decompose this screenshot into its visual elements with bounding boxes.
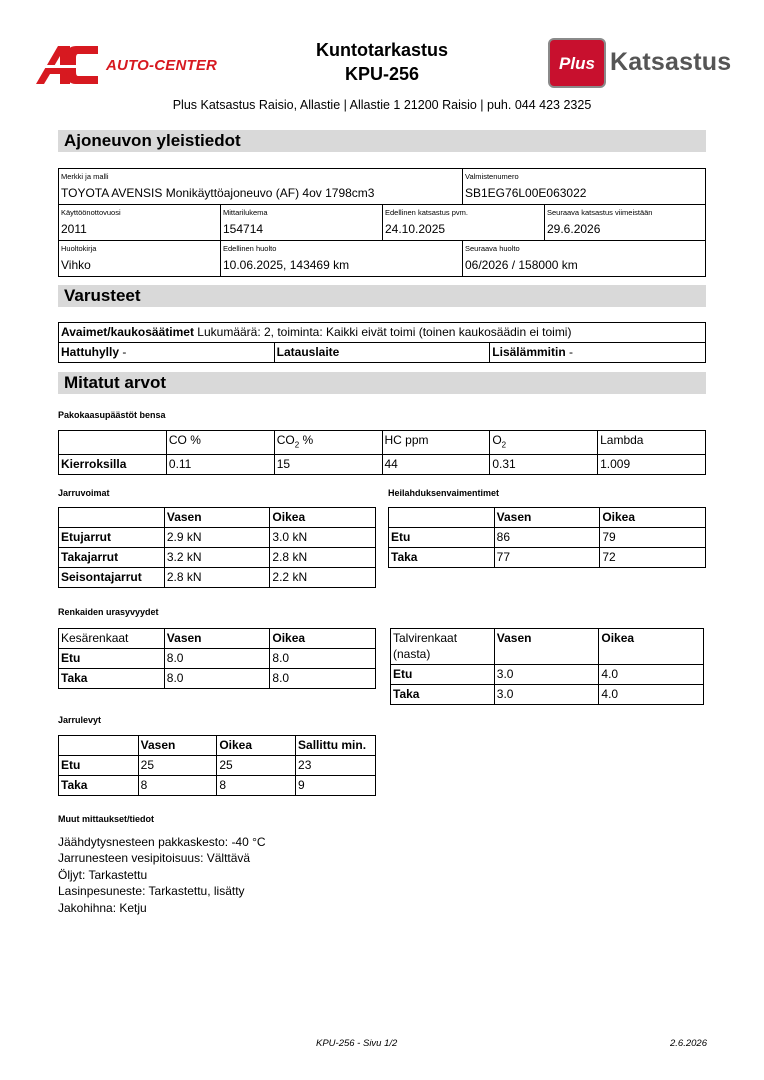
shocks-value-left: 77	[494, 548, 600, 568]
summer-header-left: Vasen	[164, 629, 270, 649]
table-row	[389, 528, 706, 548]
brakes-table	[58, 507, 376, 588]
next-inspection-cell	[544, 204, 706, 241]
table-row	[391, 685, 704, 705]
table-row	[59, 323, 706, 343]
summer-row-label: Taka	[59, 669, 165, 689]
table-row	[59, 756, 376, 776]
header-co: CO %	[166, 431, 274, 455]
list-item: Lasinpesuneste: Tarkastettu, lisätty	[58, 884, 245, 899]
keys-value: Lukumäärä: 2, toiminta: Kaikki eivät toimi (toinen kaukosäädin ei toimi)	[197, 325, 572, 339]
vin-label: Valmistenumero	[465, 172, 519, 181]
winter-tires-label	[391, 629, 495, 665]
table-row	[59, 736, 376, 756]
value-co: 0.11	[166, 455, 274, 475]
discs-value-right: 8	[217, 776, 296, 796]
value-o2: 0.31	[490, 455, 598, 475]
next-service-value: 06/2026 / 158000 km	[465, 258, 578, 272]
brakes-value-right: 2.8 kN	[270, 548, 376, 568]
table-row	[59, 629, 376, 649]
keys-label: Avaimet/kaukosäätimet	[61, 325, 194, 339]
title-line-2: KPU-256	[344, 64, 420, 84]
summer-tires-label: Kesärenkaat	[59, 629, 165, 649]
service-book-value: Vihko	[61, 258, 91, 272]
table-row	[59, 548, 376, 568]
winter-value-right: 4.0	[599, 685, 704, 705]
shocks-header-left: Vasen	[494, 508, 600, 528]
emissions-row-label: Kierroksilla	[59, 455, 167, 475]
shocks-value-left: 86	[494, 528, 600, 548]
discs-corner	[59, 736, 139, 756]
make-model-value: TOYOTA AVENSIS Monikäyttöajoneuvo (AF) 4ov 1798cm3	[61, 186, 375, 200]
heater-cell	[490, 343, 706, 363]
last-service-label: Edellinen huolto	[223, 244, 277, 253]
table-row	[389, 508, 706, 528]
brakes-corner	[59, 508, 165, 528]
winter-value-left: 3.0	[494, 685, 599, 705]
next-service-cell	[462, 240, 706, 277]
first-reg-value: 2011	[61, 222, 87, 236]
next-service-label: Seuraava huolto	[465, 244, 520, 253]
table-row	[389, 548, 706, 568]
next-inspection-value: 29.6.2026	[547, 222, 601, 236]
value-hc: 44	[382, 455, 490, 475]
heater-value: -	[569, 345, 573, 359]
section-heading-general: Ajoneuvon yleistiedot	[58, 130, 706, 152]
section-heading-equipment: Varusteet	[58, 285, 706, 307]
list-item: Öljyt: Tarkastettu	[58, 867, 148, 882]
summer-value-left: 8.0	[164, 649, 270, 669]
page-number: KPU-256 - Sivu 1/2	[316, 1038, 398, 1049]
discs-header-left: Vasen	[138, 736, 217, 756]
discs-row-label: Etu	[59, 756, 139, 776]
list-item: Jäähdytysnesteen pakkaskesto: -40 °C	[58, 835, 266, 849]
brakes-value-left: 2.8 kN	[164, 568, 270, 588]
vin-cell	[462, 168, 706, 205]
shocks-value-right: 72	[600, 548, 706, 568]
station-address: Plus Katsastus Raisio, Allastie | Allastie 1 21200 Raisio | puh. 044 423 2325	[172, 98, 592, 112]
table-row	[391, 629, 704, 665]
brakes-row-label: Takajarrut	[59, 548, 165, 568]
summer-header-right: Oikea	[270, 629, 376, 649]
make-model-cell	[58, 168, 463, 205]
last-service-cell	[220, 240, 463, 277]
discs-row-label: Taka	[59, 776, 139, 796]
charger-label: Latauslaite	[276, 345, 340, 359]
section-heading-measured: Mitatut arvot	[58, 372, 706, 394]
service-book-cell	[58, 240, 221, 277]
header-co2: $CO_2$ %	[274, 431, 382, 455]
brakes-row-label: Seisontajarrut	[59, 568, 165, 588]
header-o2: $O_2$	[490, 431, 598, 455]
header-hc: HC ppm	[382, 431, 490, 455]
value-lambda: 1.009	[598, 455, 706, 475]
other-title: Muut mittaukset/tiedot	[58, 814, 154, 824]
summer-value-right: 8.0	[270, 649, 376, 669]
last-inspection-value: 24.10.2025	[385, 222, 446, 236]
last-inspection-cell	[382, 204, 545, 241]
winter-value-right: 4.0	[599, 665, 704, 685]
discs-value-min: 9	[296, 776, 376, 796]
winter-header-right: Oikea	[599, 629, 704, 665]
table-row	[391, 665, 704, 685]
brakes-header-left: Vasen	[164, 508, 270, 528]
title-line-1: Kuntotarkastus	[315, 40, 449, 60]
plus-katsastus-logo	[548, 38, 732, 88]
next-inspection-label: Seuraava katsastus viimeistään	[547, 208, 653, 217]
other-measurements-list	[58, 834, 266, 916]
value-co2: 15	[274, 455, 382, 475]
winter-header-left: Vasen	[494, 629, 599, 665]
discs-header-right: Oikea	[217, 736, 296, 756]
tires-title: Renkaiden urasyvyydet	[58, 607, 159, 617]
last-service-value: 10.06.2025, 143469 km	[223, 258, 350, 272]
shelf-cell	[59, 343, 275, 363]
emissions-corner	[59, 431, 167, 455]
shocks-row-label: Taka	[389, 548, 495, 568]
discs-title: Jarrulevyt	[58, 715, 102, 725]
discs-value-min: 23	[296, 756, 376, 776]
discs-value-left: 8	[138, 776, 217, 796]
brakes-row-label: Etujarrut	[59, 528, 165, 548]
shocks-title: Heilahduksenvaimentimet	[388, 488, 500, 498]
auto-center-logo	[36, 44, 226, 86]
header-lambda: Lambda	[598, 431, 706, 455]
list-item: Jarrunesteen vesipitoisuus: Välttävä	[58, 851, 251, 866]
discs-value-right: 25	[217, 756, 296, 776]
winter-label-line-2: (nasta)	[393, 647, 431, 661]
equipment-table	[58, 322, 706, 363]
shocks-row-label: Etu	[389, 528, 495, 548]
winter-value-left: 3.0	[494, 665, 599, 685]
discs-value-left: 25	[138, 756, 217, 776]
winter-label-line-1: Talvirenkaat	[393, 631, 458, 645]
winter-row-label: Etu	[391, 665, 495, 685]
summer-value-right: 8.0	[270, 669, 376, 689]
brakes-value-right: 2.2 kN	[270, 568, 376, 588]
discs-header-min: Sallittu min.	[296, 736, 376, 756]
winter-row-label: Taka	[391, 685, 495, 705]
discs-table	[58, 735, 376, 796]
shocks-corner	[389, 508, 495, 528]
brakes-value-right: 3.0 kN	[270, 528, 376, 548]
service-book-label: Huoltokirja	[61, 244, 97, 253]
brakes-value-left: 3.2 kN	[164, 548, 270, 568]
katsastus-wordmark: Katsastus	[610, 48, 732, 76]
table-row	[59, 508, 376, 528]
table-row	[59, 649, 376, 669]
table-row	[59, 431, 706, 455]
table-row	[59, 568, 376, 588]
brakes-header-right: Oikea	[270, 508, 376, 528]
emissions-table	[58, 430, 706, 475]
shocks-header-right: Oikea	[600, 508, 706, 528]
heater-label: Lisälämmitin	[492, 345, 566, 359]
brakes-title: Jarruvoimat	[58, 488, 110, 498]
summer-value-left: 8.0	[164, 669, 270, 689]
keys-cell	[59, 323, 706, 343]
plus-badge: Plus	[548, 38, 606, 88]
auto-center-logo-text: AUTO-CENTER	[106, 57, 218, 74]
shocks-value-right: 79	[600, 528, 706, 548]
odometer-cell	[220, 204, 383, 241]
first-reg-label: Käyttöönottovuosi	[61, 208, 121, 217]
charger-cell	[274, 343, 490, 363]
last-inspection-label: Edellinen katsastus pvm.	[385, 208, 468, 217]
list-item: Jakohihna: Ketju	[58, 900, 147, 915]
odometer-label: Mittarilukema	[223, 208, 268, 217]
odometer-value: 154714	[223, 222, 264, 236]
report-date: 2.6.2026	[670, 1038, 707, 1049]
shocks-table	[388, 507, 706, 568]
shelf-label: Hattuhylly	[61, 345, 120, 359]
first-reg-cell	[58, 204, 221, 241]
brakes-value-left: 2.9 kN	[164, 528, 270, 548]
make-model-label: Merkki ja malli	[61, 172, 109, 181]
emissions-title: Pakokaasupäästöt bensa	[58, 410, 166, 420]
table-row	[59, 669, 376, 689]
summer-row-label: Etu	[59, 649, 165, 669]
table-row	[59, 343, 706, 363]
summer-tires-table	[58, 628, 376, 689]
vin-value: SB1EG76L00E063022	[465, 186, 587, 200]
document-title	[250, 38, 514, 86]
table-row	[59, 455, 706, 475]
table-row	[59, 528, 376, 548]
shelf-value: -	[122, 345, 127, 359]
table-row	[59, 776, 376, 796]
winter-tires-table	[390, 628, 704, 705]
